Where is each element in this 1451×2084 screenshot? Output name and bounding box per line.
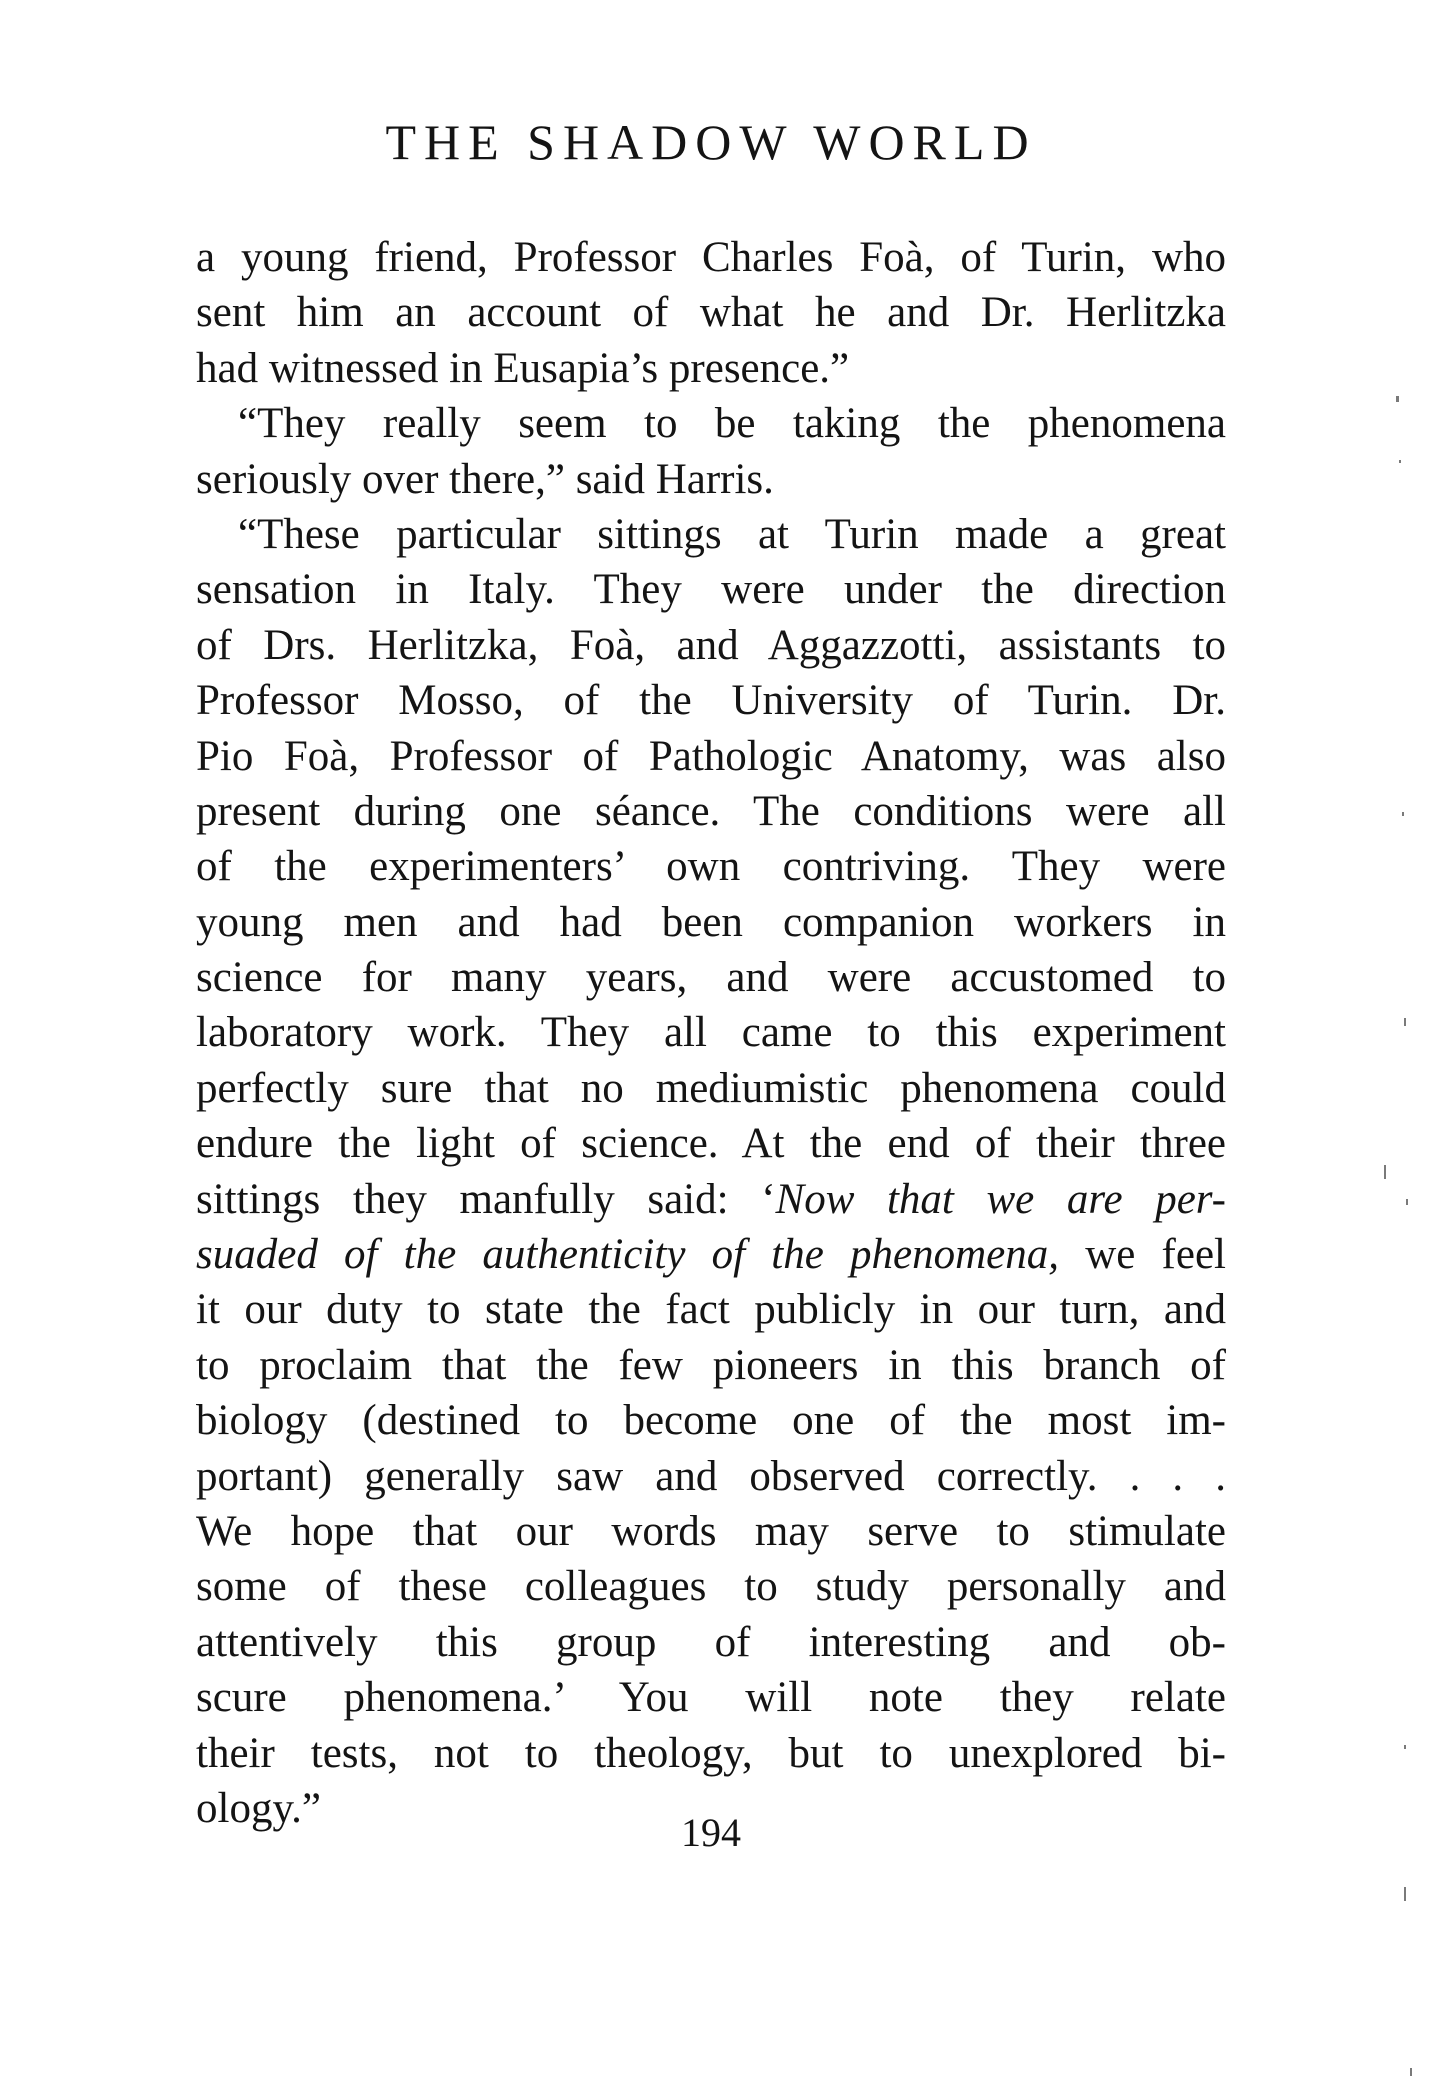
text-line: endure the light of science. At the end of their three (196, 1120, 1226, 1168)
scan-speck (1406, 1199, 1408, 1205)
text-line: perfectly sure that no mediumistic phenomena could (196, 1064, 1226, 1112)
text-line: present during one séance. The conditions were all (196, 787, 1226, 835)
text-line: sensation in Italy. They were under the direction (196, 566, 1226, 614)
text-line: science for many years, and were accustomed to (196, 954, 1226, 1002)
text-line: Professor Mosso, of the University of Turin. Dr. (196, 677, 1226, 725)
text-line: ology.” (196, 1784, 321, 1832)
text-line: sent him an account of what he and Dr. Herlitzka (196, 289, 1226, 337)
scan-speck (1410, 2068, 1412, 2076)
text-line: had witnessed in Eusapia’s presence.” (196, 344, 850, 392)
scan-speck (1404, 1745, 1406, 1749)
text-italic: Now that we are per- (775, 1175, 1226, 1223)
running-head: THE SHADOW WORLD (385, 114, 1037, 170)
text-line (196, 1227, 1226, 1282)
text-line: to proclaim that the few pioneers in this branch of (196, 1341, 1226, 1389)
text-line: their tests, not to theology, but to unexplored bi- (196, 1729, 1226, 1777)
text-line: of the experimenters’ own contriving. They were (196, 843, 1226, 891)
text-line: seriously over there,” said Harris. (196, 455, 774, 503)
text-line: of Drs. Herlitzka, Foà, and Aggazzotti, assistants to (196, 621, 1226, 669)
scan-speck (1384, 1165, 1386, 1179)
text-line: some of these colleagues to study personally and (196, 1563, 1226, 1611)
text-line: “These particular sittings at Turin made a great (238, 510, 1226, 558)
text-roman: we feel (1059, 1231, 1226, 1279)
text-line (196, 1172, 1226, 1227)
text-line: biology (destined to become one of the most im- (196, 1397, 1226, 1445)
text-line: Pio Foà, Professor of Pathologic Anatomy, was also (196, 732, 1226, 780)
text-italic: suaded of the authenticity of the phenomena, (196, 1231, 1059, 1279)
body-text (196, 230, 1226, 1836)
text-roman: sittings they manfully said: ‘ (196, 1175, 776, 1223)
text-line: a young friend, Professor Charles Foà, of Turin, who (196, 234, 1226, 281)
text-line: scure phenomena.’ You will note they relate (196, 1674, 1226, 1722)
text-line: attentively this group of interesting and ob- (196, 1618, 1226, 1666)
text-line: portant) generally saw and observed correctly. . . . (196, 1452, 1226, 1500)
text-line: “They really seem to be taking the phenomena (238, 400, 1226, 448)
scan-speck (1396, 396, 1399, 402)
text-line: it our duty to state the fact publicly in our turn, and (196, 1286, 1226, 1334)
scan-speck (1399, 460, 1401, 463)
page-number: 194 (681, 1810, 741, 1855)
scan-speck (1402, 812, 1404, 816)
scan-speck (1404, 1887, 1406, 1901)
scan-speck (1404, 1018, 1406, 1026)
text-line: We hope that our words may serve to stimulate (196, 1507, 1226, 1555)
text-line: young men and had been companion workers in (196, 898, 1226, 946)
text-line: laboratory work. They all came to this experiment (196, 1009, 1226, 1057)
